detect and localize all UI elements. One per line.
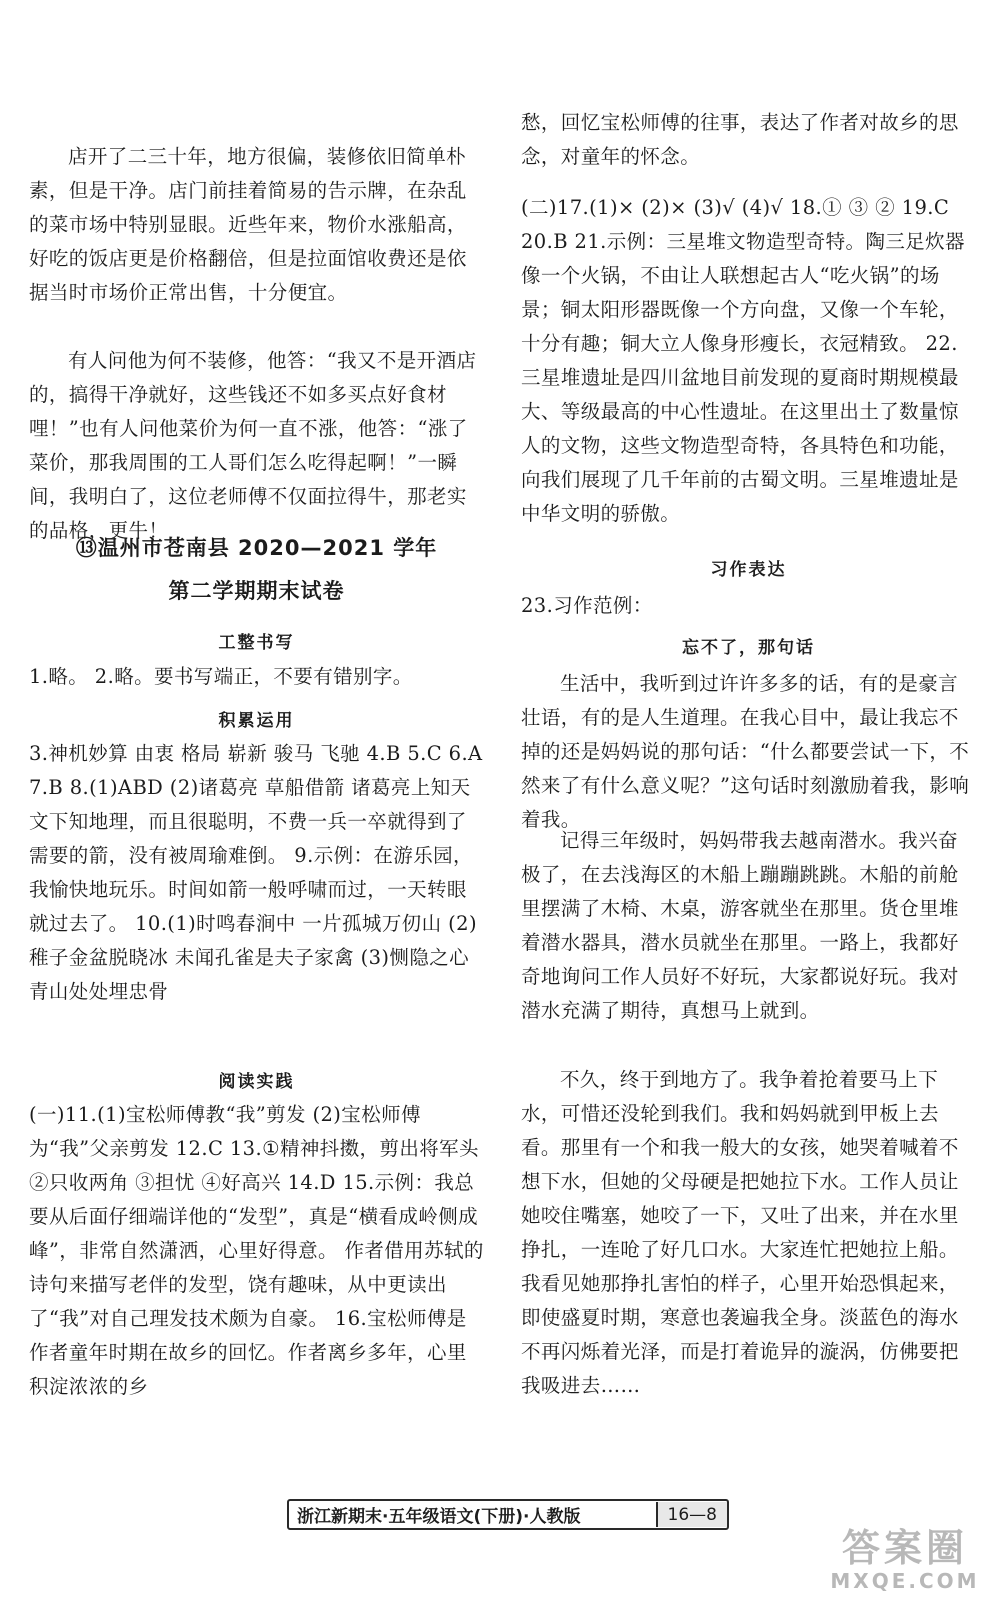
essay-paragraph-3: 不久，终于到地方了。我争着抢着要马上下水，可惜还没轮到我们。我和妈妈就到甲板上去看。那里有一个和我一般大的女孩，她哭着喊着不想下水，但她的父母硬是把她拉下水。工作人员让她咬住嘴塞，她咬了一下，又吐了出来，并在水里挣扎，一连呛了好几口水。大家连忙把她拉上船。我看见她那挣扎害怕的样子，心里开始恐惧起来，即使盛夏时期，寒意也袭遍我全身。淡蓝色的海水不再闪烁着光泽，而是打着诡异的漩涡，仿佛要把我吸进去…… [521,1068,959,1397]
story-paragraph-2: 有人问他为何不装修，他答：“我又不是开酒店的，搞得干净就好，这些钱还不如多买点好食材哩！”也有人问他菜价为何一直不涨，他答：“涨了菜价，那我周围的工人哥们怎么吃得起啊！”一瞬间，我明白了，这位老师傅不仅面拉得牛，那老实的品格，更牛！ [29,349,477,542]
watermark-logo [820,1528,990,1600]
exam-title-line-1: ⑬温州市苍南县 2020—2021 学年 [75,536,438,560]
story-paragraph-1: 店开了二三十年，地方很偏，装修依旧简单朴素，但是干净。店门前挂着简易的告示牌，在杂乱的菜市场中特别显眼。近些年来，物价水涨船高，好吃的饭店更是价格翻倍，但是拉面馆收费还是依据当时市场价正常出售，十分便宜。 [29,145,467,304]
watermark-text: 答案圈 [841,1526,968,1570]
essay-paragraph-1: 生活中，我听到过许许多多的话，有的是豪言壮语，有的是人生道理。在我心目中，最让我忘不掉的还是妈妈说的那句话：“什么都要尝试一下，不然来了有什么意义呢？”这句话时刻激励着我，影响着我。 [521,672,970,831]
essay-paragraph-2: 记得三年级时，妈妈带我去越南潜水。我兴奋极了，在去浅海区的木船上蹦蹦跳跳。木船的前舱里摆满了木椅、木桌，游客就坐在那里。货仓里堆着潜水器具，潜水员就坐在那里。一路上，我都好奇地询问工作人员好不好玩，大家都说好玩。我对潜水充满了期待，真想马上就到。 [521,829,959,1022]
page-footer [287,1499,729,1530]
section-heading-writing: 工整书写 [218,633,295,653]
reading-part-2-answers: (二)17.(1)× (2)× (3)√ (4)√ 18.① ③ ② 19.C 20.B 21.示例：三星堆文物造型奇特。陶三足炊器像一个火锅，不由让人联想起古人“吃火锅”的场景；铜太阳形器既像一个方向盘，又像一个车轮，十分有趣；铜大立人像身形瘦长，衣冠精致。 22.三星堆遗址是四川盆地目前发现的夏商时期规模最大、等级最高的中心性遗址。在这里出土了数量惊人的文物，这些文物造型奇特，各具特色和功能，向我们展现了几千年前的古蜀文明。三星堆遗址是中华文明的骄傲。 [521,196,965,525]
footer-book-title: 浙江新期末·五年级语文(下册)·人教版 [297,1507,581,1527]
section-heading-essay: 习作表达 [710,560,787,580]
section-heading-accumulation: 积累运用 [218,711,295,731]
accumulation-answers: 3.神机妙算 由衷 格局 崭新 骏马 飞驰 4.B 5.C 6.A 7.B 8.(1)ABD (2)诸葛亮 草船借箭 诸葛亮上知天文下知地理，而且很聪明，不费一兵一卒就得到了需要的箭，没有被周瑜难倒。 9.示例：在游乐园，我愉快地玩乐。时间如箭一般呼啸而过，一天转眼就过去了。 10.(1)时鸣春涧中 一片孤城万仞山 (2)稚子金盆脱晓冰 未闻孔雀是夫子家禽 (3)恻隐之心 青山处处埋忠骨 [29,742,483,1003]
essay-title: 忘不了，那句话 [682,638,815,658]
writing-answers: 1.略。 2.略。要书写端正，不要有错别字。 [29,665,413,688]
page-number: 16—8 [656,1502,727,1527]
reading-answers-continued: 愁，回忆宝松师傅的往事，表达了作者对故乡的思念，对童年的怀念。 [521,111,959,168]
essay-label: 23.习作范例： [521,594,653,617]
section-heading-reading: 阅读实践 [218,1072,295,1092]
watermark-url: MXQE.COM [830,1568,980,1593]
exam-title-line-2: 第二学期期末试卷 [168,579,345,603]
reading-answers: (一)11.(1)宝松师傅教“我”剪发 (2)宝松师傅为“我”父亲剪发 12.C 13.①精神抖擞，剪出将军头 ②只收两角 ③担忧 ④好高兴 14.D 15.示例：我总要从后面仔细端详他的“发型”，真是“横看成岭侧成峰”，非常自然潇洒，心里好得意。 作者借用苏轼的诗句来描写老伴的发型，饶有趣味，从中更读出了“我”对自己理发技术颇为自豪。 16.宝松师傅是作者童年时期在故乡的回忆。作者离乡多年，心里积淀浓浓的乡 [29,1103,484,1398]
